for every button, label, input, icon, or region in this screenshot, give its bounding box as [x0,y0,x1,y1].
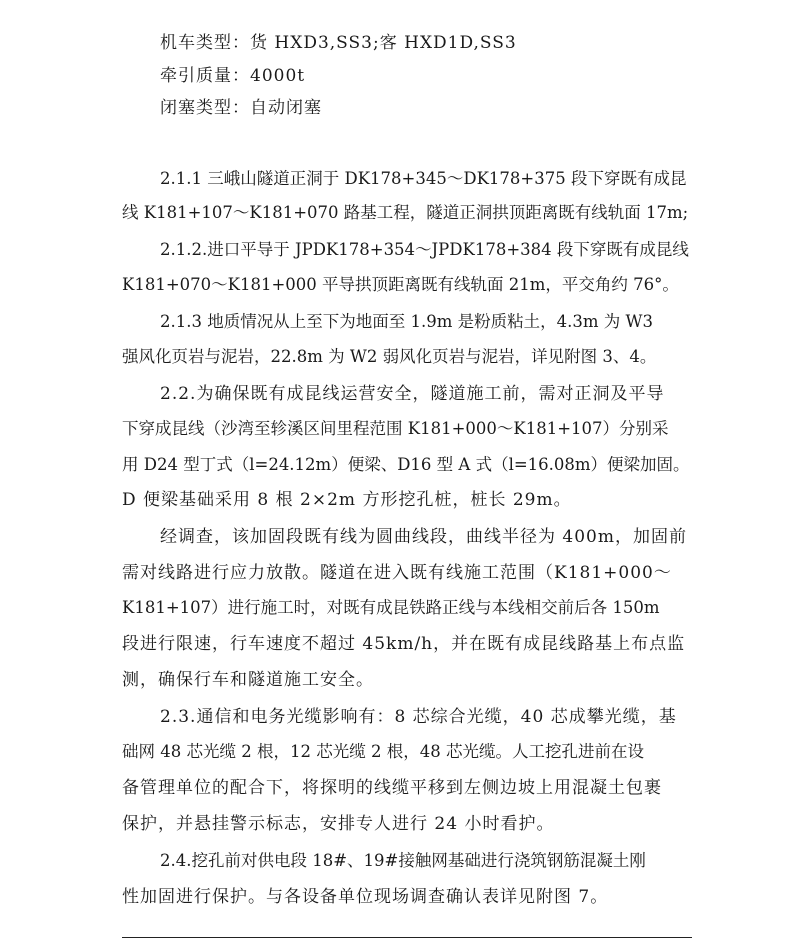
para-211-line-2: 线 K181+107～K181+070 路基工程，隧道正洞拱顶距离既有线轨面 17m; [122,203,689,222]
para-212-line-1: 2.1.2.进口平导于 JPDK178+354～JPDK178+384 段下穿既有成昆线 [160,240,689,259]
locomotive-type: 机车类型：货 HXD3,SS3;客 HXD1D,SS3 [160,33,517,53]
footer-rule [122,937,692,938]
para-23-line-1: 2.3.通信和电务光缆影响有：8 芯综合光缆，40 芯成攀光缆，基 [160,707,677,727]
para-survey-line-3: K181+107）进行施工时，对既有成昆铁路正线与本线相交前后各 150m [122,598,660,617]
para-survey-line-4: 段进行限速，行车速度不超过 45km/h，并在既有成昆线路基上布点监 [122,634,686,654]
para-22-line-3: 用 D24 型丁式（l=24.12m）便梁、D16 型 A 式（l=16.08m）便梁加固。 [122,455,690,474]
para-24-line-2: 性加固进行保护。与各设备单位现场调查确认表详见附图 7。 [122,887,609,907]
para-23-line-3: 备管理单位的配合下，将探明的线缆平移到左侧边坡上用混凝土包裹 [122,778,662,798]
block-type: 闭塞类型：自动闭塞 [160,98,322,118]
para-24-line-1: 2.4.挖孔前对供电段 18#、19#接触网基础进行浇筑钢筋混凝土刚 [160,851,646,870]
para-survey-line-1: 经调查，该加固段既有线为圆曲线段，曲线半径为 400m，加固前 [160,527,687,547]
para-22-line-2: 下穿成昆线（沙湾至轸溪区间里程范围 K181+000～K181+107）分别采 [122,419,669,438]
para-212-line-2: K181+070～K181+000 平导拱顶距离既有线轨面 21m，平交角约 76°。 [122,275,679,294]
para-211-line-1: 2.1.1 三峨山隧道正洞于 DK178+345～DK178+375 段下穿既有成昆 [160,169,687,188]
para-23-line-2: 础网 48 芯光缆 2 根，12 芯光缆 2 根，48 芯光缆。人工挖孔进前在设 [122,742,644,761]
para-213-line-2: 强风化页岩与泥岩，22.8m 为 W2 弱风化页岩与泥岩，详见附图 3、4。 [122,347,657,366]
para-survey-line-2: 需对线路进行应力放散。隧道在进入既有线施工范围（K181+000～ [122,563,672,583]
para-213-line-1: 2.1.3 地质情况从上至下为地面至 1.9m 是粉质粘土，4.3m 为 W3 [160,312,653,331]
para-22-line-4: D 便梁基础采用 8 根 2×2m 方形挖孔桩，桩长 29m。 [122,490,572,510]
para-survey-line-5: 测，确保行车和隧道施工安全。 [122,670,374,690]
para-22-line-1: 2.2.为确保既有成昆线运营安全，隧道施工前，需对正洞及平导 [160,384,665,404]
traction-mass: 牵引质量：4000t [160,66,306,86]
para-23-line-4: 保护，并悬挂警示标志，安排专人进行 24 小时看护。 [122,814,555,834]
